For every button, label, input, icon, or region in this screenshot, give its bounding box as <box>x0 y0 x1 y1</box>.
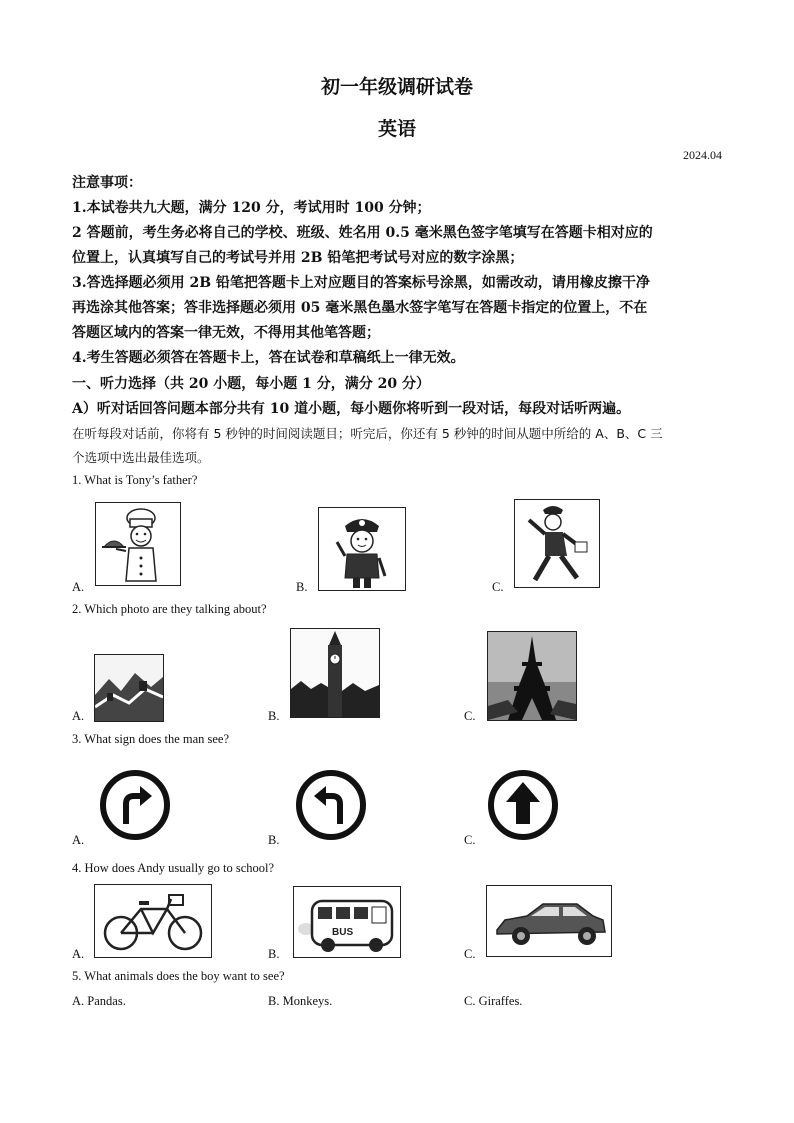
subject-title: 英语 <box>377 118 416 140</box>
note-3c: 答题区域内的答案一律无效，不得用其他笔答题； <box>72 325 380 341</box>
bus-label: BUS <box>332 927 354 938</box>
q4-option-b[interactable]: B. <box>268 947 280 961</box>
note-2a: 2 答题前，考生务必将自己的学校、班级、姓名用 0.5 毫米黑色签字笔填写在答题卡相对应的 <box>72 225 653 241</box>
page-title: 初一年级调研试卷 <box>320 76 473 98</box>
big-ben-icon <box>290 628 380 718</box>
q3-option-c[interactable]: C. <box>464 833 476 847</box>
section-title: 一、听力选择（共 20 小题，每小题 1 分，满分 20 分） <box>72 376 430 392</box>
note-3a: 3.答选择题必须用 2B 铅笔把答题卡上对应题目的答案标号涂黑，如需改动，请用橡皮擦干净 <box>72 275 650 291</box>
q5-option-a[interactable]: A. Pandas. <box>72 994 126 1008</box>
question-2: 2. Which photo are they talking about? <box>72 602 267 616</box>
q5-option-b[interactable]: B. Monkeys. <box>268 994 333 1008</box>
q3-option-b[interactable]: B. <box>268 833 280 847</box>
eiffel-tower-icon <box>487 631 577 721</box>
note-1: 1.本试卷共九大题，满分 120 分，考试用时 100 分钟； <box>72 200 431 216</box>
instruction-line-1: 在听每段对话前，你将有 5 秒钟的时间阅读题目；听完后，你还有 5 秒钟的时间从题中所给的 A、B、C 三 <box>72 426 663 441</box>
instruction-line-2: 个选项中选出最佳选项。 <box>72 450 210 465</box>
chef-icon <box>95 502 181 586</box>
q4-option-c[interactable]: C. <box>464 947 476 961</box>
police-officer-icon <box>318 507 406 591</box>
q4-option-a[interactable]: A. <box>72 947 85 961</box>
part-a-title: A）听对话回答问题本部分共有 10 道小题，每小题你将听到一段对话，每段对话听两遍。 <box>72 401 631 417</box>
bicycle-icon <box>94 884 212 958</box>
q2-option-c[interactable]: C. <box>464 709 476 723</box>
turn-right-sign-icon <box>98 768 172 842</box>
go-straight-sign-icon <box>486 768 560 842</box>
note-2b: 位置上，认真填写自己的考试号并用 2B 铅笔把考试号对应的数字涂黑； <box>72 250 524 266</box>
q3-option-a[interactable]: A. <box>72 833 85 847</box>
question-3: 3. What sign does the man see? <box>72 732 230 746</box>
exam-date: 2024.04 <box>683 148 722 162</box>
note-4: 4.考生答题必须答在答题卡上，答在试卷和草稿纸上一律无效。 <box>72 350 465 366</box>
q5-option-c[interactable]: C. Giraffes. <box>464 994 523 1008</box>
q2-option-a[interactable]: A. <box>72 709 85 723</box>
notes-heading: 注意事项： <box>72 175 142 191</box>
q1-option-b[interactable]: B. <box>296 580 308 594</box>
postman-icon <box>514 499 600 588</box>
note-3b: 再选涂其他答案；答非选择题必须用 05 毫米黑色墨水签字笔写在答题卡指定的位置上，不在 <box>72 300 648 316</box>
question-4: 4. How does Andy usually go to school? <box>72 861 275 875</box>
q1-option-a[interactable]: A. <box>72 580 85 594</box>
question-5: 5. What animals does the boy want to see? <box>72 969 285 983</box>
q2-option-b[interactable]: B. <box>268 709 280 723</box>
question-1: 1. What is Tony’s father? <box>72 473 198 487</box>
bus-icon <box>293 886 401 958</box>
turn-left-sign-icon <box>294 768 368 842</box>
great-wall-icon <box>94 654 164 722</box>
q1-option-c[interactable]: C. <box>492 580 504 594</box>
car-icon <box>486 885 612 957</box>
